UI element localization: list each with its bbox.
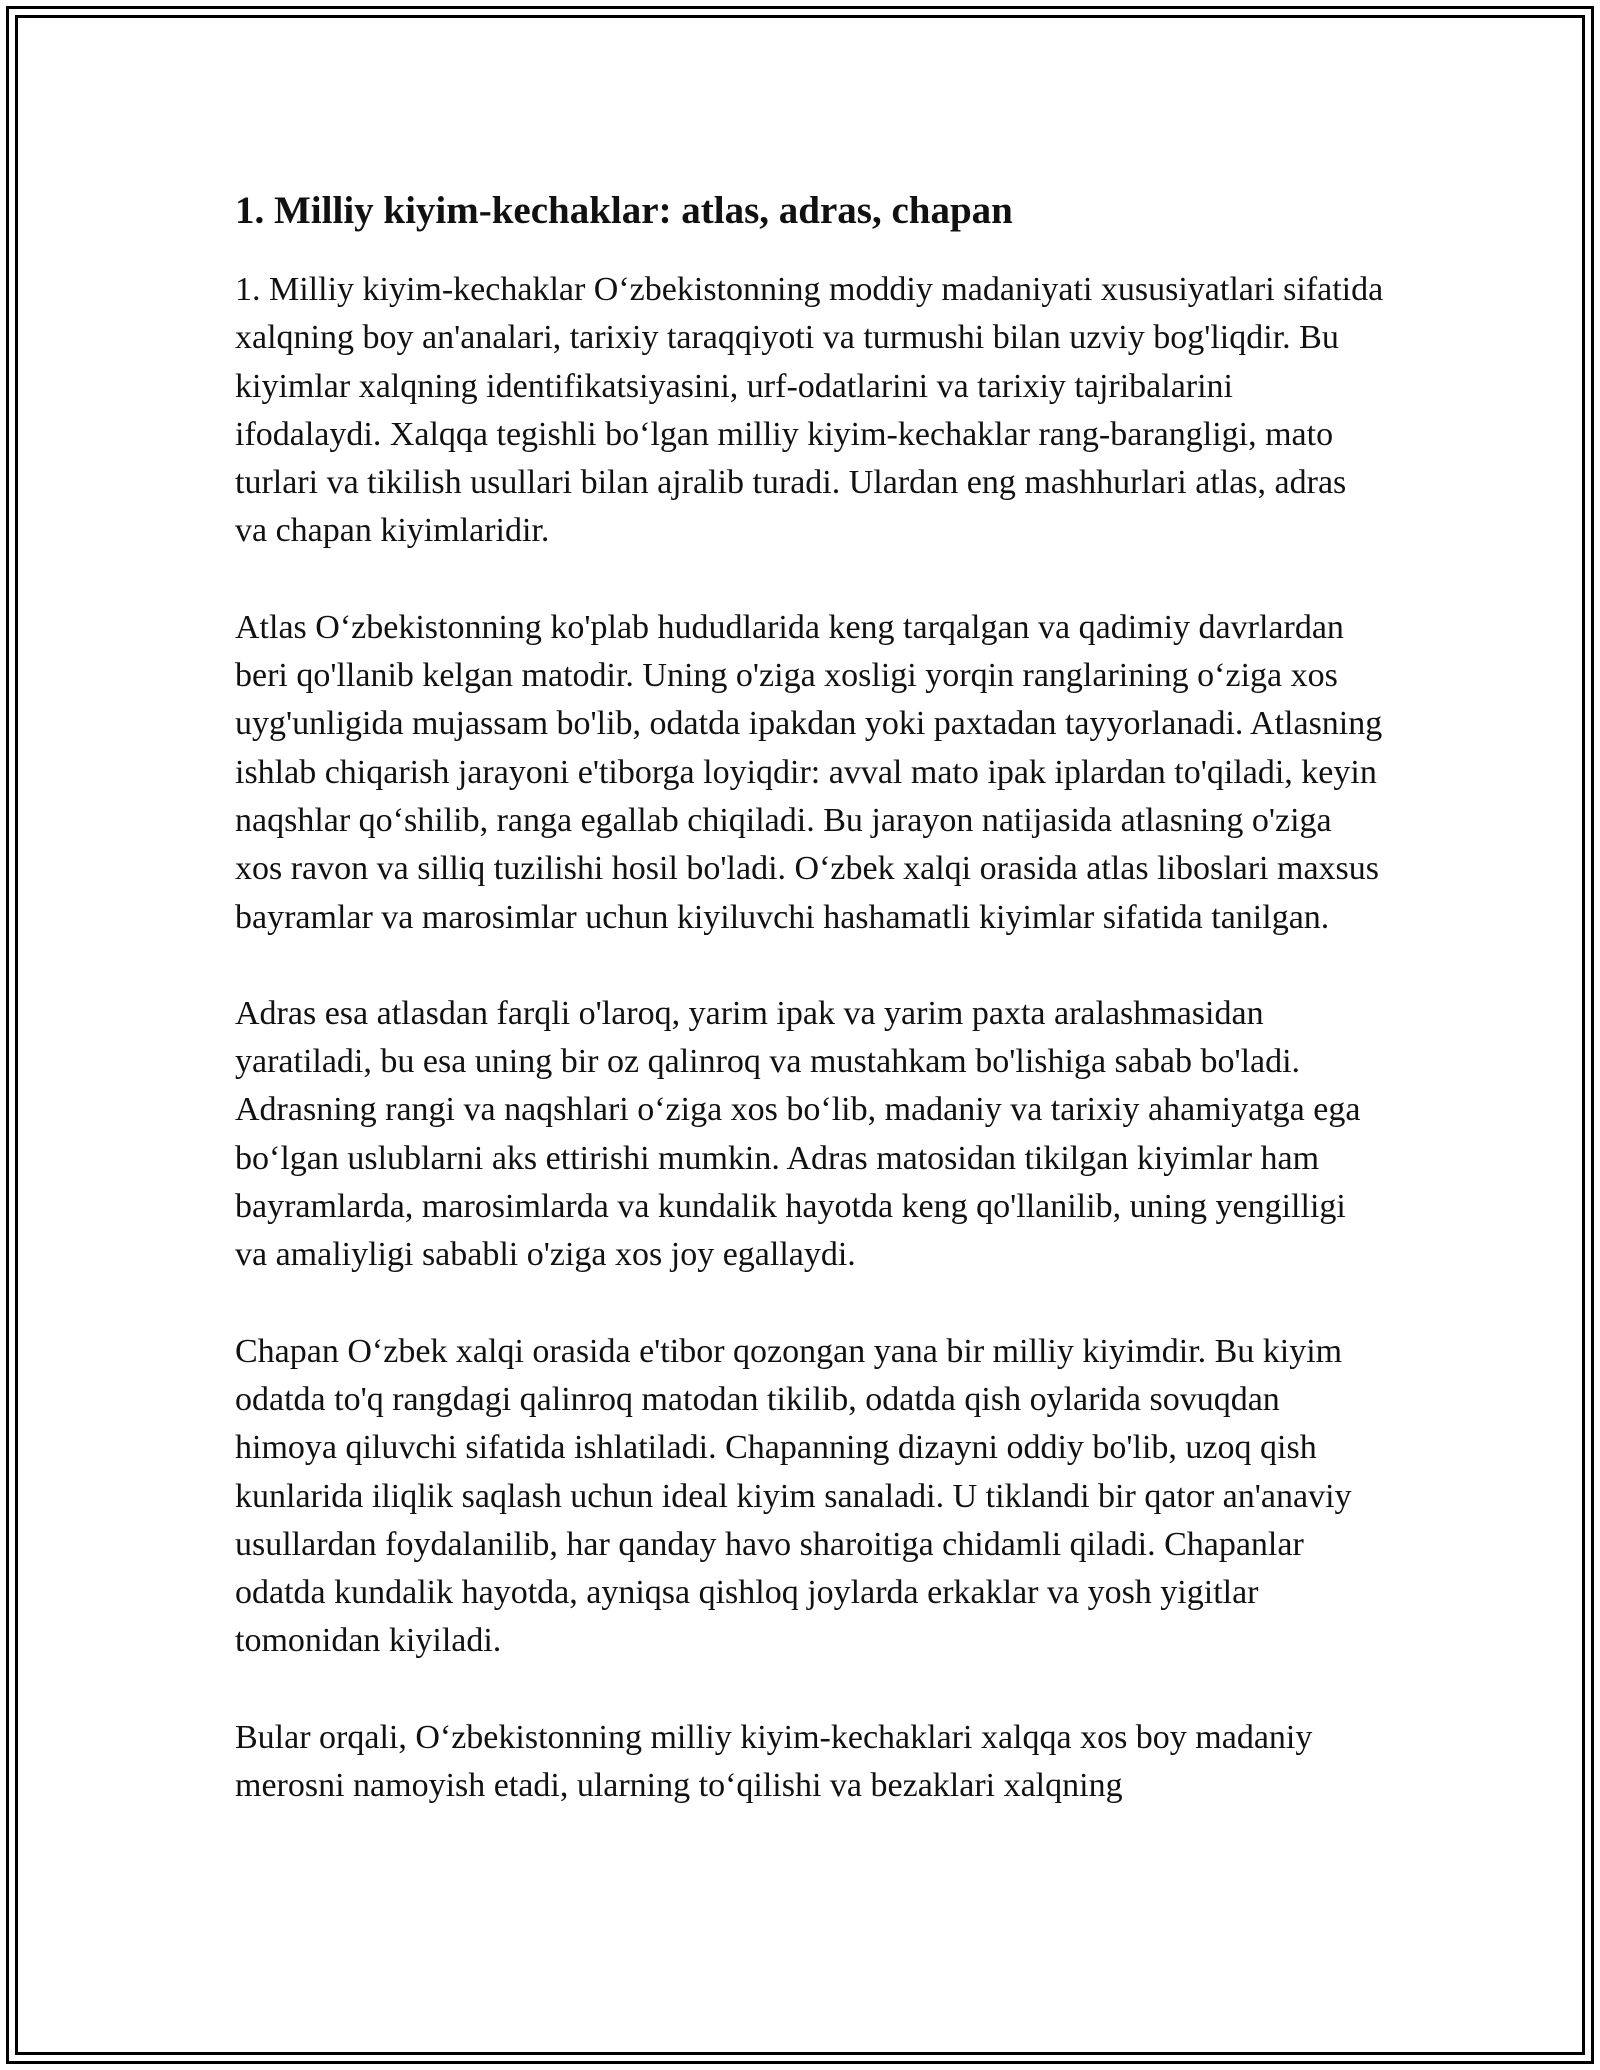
document-body — [235, 186, 1385, 1858]
paragraph-intro: 1. Milliy kiyim-kechaklar O‘zbekistonning moddiy madaniyati xususiyatlari sifatida xalqning boy an'analari, tarixiy taraqqiyoti va turmushi bilan uzviy bog'liqdir. Bu kiyimlar xalqning identifikatsiyasini, urf-odatlarini va tarixiy tajribalarini ifodalaydi. Xalqqa tegishli bo‘lgan milliy kiyim-kechaklar rang-barangligi, mato turlari va tikilish usullari bilan ajralib turadi. Ulardan eng mashhurlari atlas, adras va chapan kiyimlaridir. — [235, 271, 1384, 550]
section-heading: 1. Milliy kiyim-kechaklar: atlas, adras, chapan — [235, 189, 1013, 232]
paragraph-conclusion: Bular orqali, O‘zbekistonning milliy kiyim-kechaklari xalqqa xos boy madaniy merosni namoyish etadi, ularning to‘qilishi va bezaklari xalqning — [235, 1718, 1313, 1805]
paragraph-chapan: Chapan O‘zbek xalqi orasida e'tibor qozongan yana bir milliy kiyimdir. Bu kiyim odatda to'q rangdagi qalinroq matodan tikilib, odatda qish oylarida sovuqdan himoya qiluvchi sifatida ishlatiladi. Chapanning dizayni oddiy bo'lib, uzoq qish kunlarida iliqlik saqlash uchun ideal kiyim sanaladi. U tiklandi bir qator an'anaviy usullardan foydalanilib, har qanday havo sharoitiga chidamli qiladi. Chapanlar odatda kundalik hayotda, ayniqsa qishloq joylarda erkaklar va yosh yigitlar tomonidan kiyiladi. — [235, 1332, 1352, 1660]
paragraph-adras: Adras esa atlasdan farqli o'laroq, yarim ipak va yarim paxta aralashmasidan yaratiladi, bu esa uning bir oz qalinroq va mustahkam bo'lishiga sabab bo'ladi. Adrasning rangi va naqshlari o‘ziga xos bo‘lib, madaniy va tarixiy ahamiyatga ega bo‘lgan uslublarni aks ettirishi mumkin. Adras matosidan tikilgan kiyimlar ham bayramlarda, marosimlarda va kundalik hayotda keng qo'llanilib, uning yengilligi va amaliyligi sababli o'ziga xos joy egallaydi. — [235, 994, 1361, 1274]
paragraph-atlas: Atlas O‘zbekistonning ko'plab hududlarida keng tarqalgan va qadimiy davrlardan beri qo'llanib kelgan matodir. Uning o'ziga xosligi yorqin ranglarining o‘ziga xos uyg'unligida mujassam bo'lib, odatda ipakdan yoki paxtadan tayyorlanadi. Atlasning ishlab chiqarish jarayoni e'tiborga loyiqdir: avval mato ipak iplardan to'qiladi, keyin naqshlar qo‘shilib, ranga egallab chiqiladi. Bu jarayon natijasida atlasning o'ziga xos ravon va silliq tuzilishi hosil bo'ladi. O‘zbek xalqi orasida atlas liboslari maxsus bayramlar va marosimlar uchun kiyiluvchi hashamatli kiyimlar sifatida tanilgan. — [235, 608, 1383, 936]
